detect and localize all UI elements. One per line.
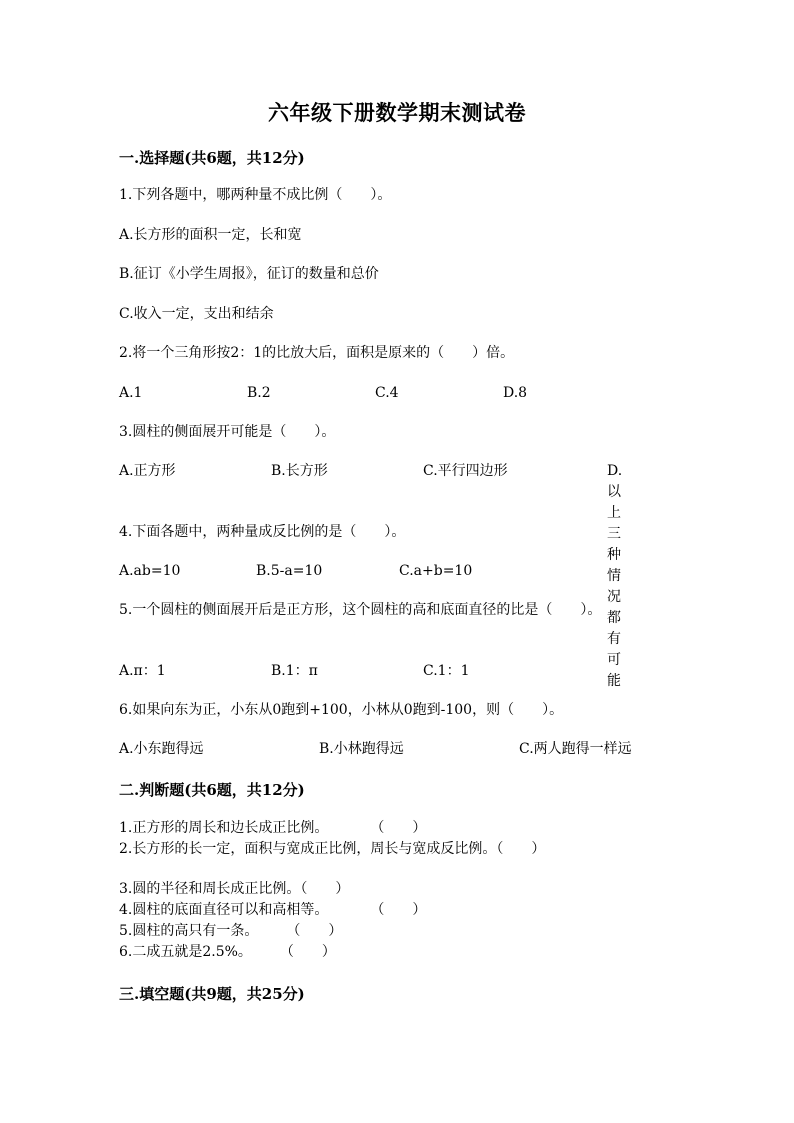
question-1-option-c: C.收入一定，支出和结余: [119, 306, 274, 322]
page-title: 六年级下册数学期末测试卷: [268, 100, 526, 125]
judge-item-4: 4.圆柱的底面直径可以和高相等。 （ ）: [119, 902, 427, 918]
question-5-option-b: B.1：π: [271, 663, 318, 679]
judge-item-3: 3.圆的半径和周长成正比例。（ ）: [119, 881, 350, 897]
question-3-option-d: D.以上三种情况都有可能: [607, 463, 623, 689]
question-4-stem: 4.下面各题中，两种量成反比例的是（ ）。: [119, 524, 406, 540]
question-3-option-b: B.长方形: [271, 463, 328, 479]
question-2-option-b: B.2: [247, 385, 271, 401]
question-5-stem: 5.一个圆柱的侧面展开后是正方形，这个圆柱的高和底面直径的比是（ ）。: [119, 602, 602, 618]
question-6-option-c: C.两人跑得一样远: [519, 741, 632, 757]
question-3-stem: 3.圆柱的侧面展开可能是（ ）。: [119, 424, 336, 440]
judge-item-5: 5.圆柱的高只有一条。 （ ）: [119, 923, 343, 939]
question-6-option-b: B.小林跑得远: [319, 741, 404, 757]
question-3-option-a: A.正方形: [119, 463, 176, 479]
question-2-option-d: D.8: [503, 385, 528, 401]
question-6-option-a: A.小东跑得远: [119, 741, 204, 757]
question-5-option-c: C.1：1: [423, 663, 470, 679]
question-4-option-a: A.ab=10: [119, 563, 181, 579]
judge-item-6: 6.二成五就是2.5%。 （ ）: [119, 944, 336, 960]
question-4-option-b: B.5-a=10: [256, 563, 323, 579]
judge-item-1: 1.正方形的周长和边长成正比例。 （ ）: [119, 820, 427, 836]
question-6-stem: 6.如果向东为正，小东从0跑到+100，小林从0跑到-100，则（ ）。: [119, 702, 564, 718]
question-4-option-c: C.a+b=10: [399, 563, 473, 579]
question-3-option-c: C.平行四边形: [423, 463, 508, 479]
question-1-stem: 1.下列各题中，哪两种量不成比例（ ）。: [119, 187, 392, 203]
question-2-option-c: C.4: [375, 385, 399, 401]
question-1-option-b: B.征订《小学生周报》，征订的数量和总价: [119, 266, 379, 282]
question-1-option-a: A.长方形的面积一定，长和宽: [119, 227, 302, 243]
question-3-option-d-wrap: [607, 461, 677, 692]
section-heading-true-false: 二.判断题(共6题，共12分): [119, 781, 305, 799]
judge-item-2: 2.长方形的长一定，面积与宽成正比例，周长与宽成反比例。（ ）: [119, 841, 546, 857]
question-2-option-a: A.1: [119, 385, 143, 401]
section-heading-choice: 一.选择题(共6题，共12分): [119, 149, 305, 167]
section-heading-fill-blank: 三.填空题(共9题，共25分): [119, 985, 305, 1003]
question-5-option-a: A.π：1: [119, 663, 166, 679]
question-2-stem: 2.将一个三角形按2：1的比放大后，面积是原来的（ ）倍。: [119, 345, 515, 361]
